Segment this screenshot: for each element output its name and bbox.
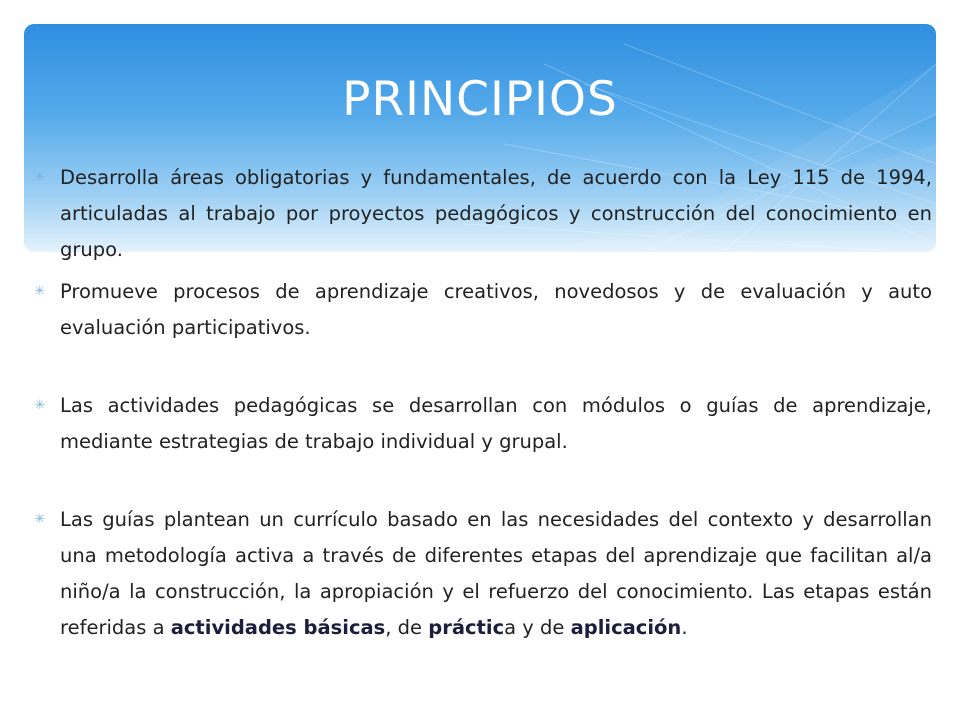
bullet-text-part: Las guías plantean un currículo basado en las necesidades del contexto y desarrollan una metodología activa a través de diferentes etapas del aprendizaje que facilitan al/a niño/a la construcción, la apropiación y el refuerzo del conocimiento. Las etapas están referidas a bbox=[60, 508, 932, 639]
bullet-item bbox=[30, 274, 932, 346]
bullet-text: Promueve procesos de aprendizaje creativos, novedosos y de evaluación y auto evaluación participativos. bbox=[60, 280, 932, 339]
bullet-item bbox=[30, 388, 932, 460]
bullet-text: Desarrolla áreas obligatorias y fundamentales, de acuerdo con la Ley 115 de 1994, articuladas al trabajo por proyectos pedagógicos y construcción del conocimiento en grupo. bbox=[60, 166, 932, 261]
slide-title: PRINCIPIOS bbox=[342, 72, 618, 127]
bullet-text-part: . bbox=[681, 616, 688, 639]
bold-term: práctic bbox=[428, 616, 505, 639]
asterisk-bullet-icon: ✳ bbox=[34, 284, 46, 299]
bullet-item bbox=[30, 502, 932, 646]
bullet-text: Las actividades pedagógicas se desarrollan con módulos o guías de aprendizaje, mediante estrategias de trabajo individual y grupal. bbox=[60, 394, 932, 453]
bullet-text-part: a y de bbox=[504, 616, 571, 639]
bullet-list bbox=[30, 160, 932, 646]
bullet-text-part: , de bbox=[385, 616, 429, 639]
bold-term: actividades básicas bbox=[170, 616, 386, 639]
bullet-item bbox=[30, 160, 932, 268]
bold-term: aplicación bbox=[570, 616, 682, 639]
asterisk-bullet-icon: ✳ bbox=[34, 512, 46, 527]
asterisk-bullet-icon: ✳ bbox=[34, 398, 46, 413]
asterisk-bullet-icon: ✳ bbox=[34, 170, 46, 185]
